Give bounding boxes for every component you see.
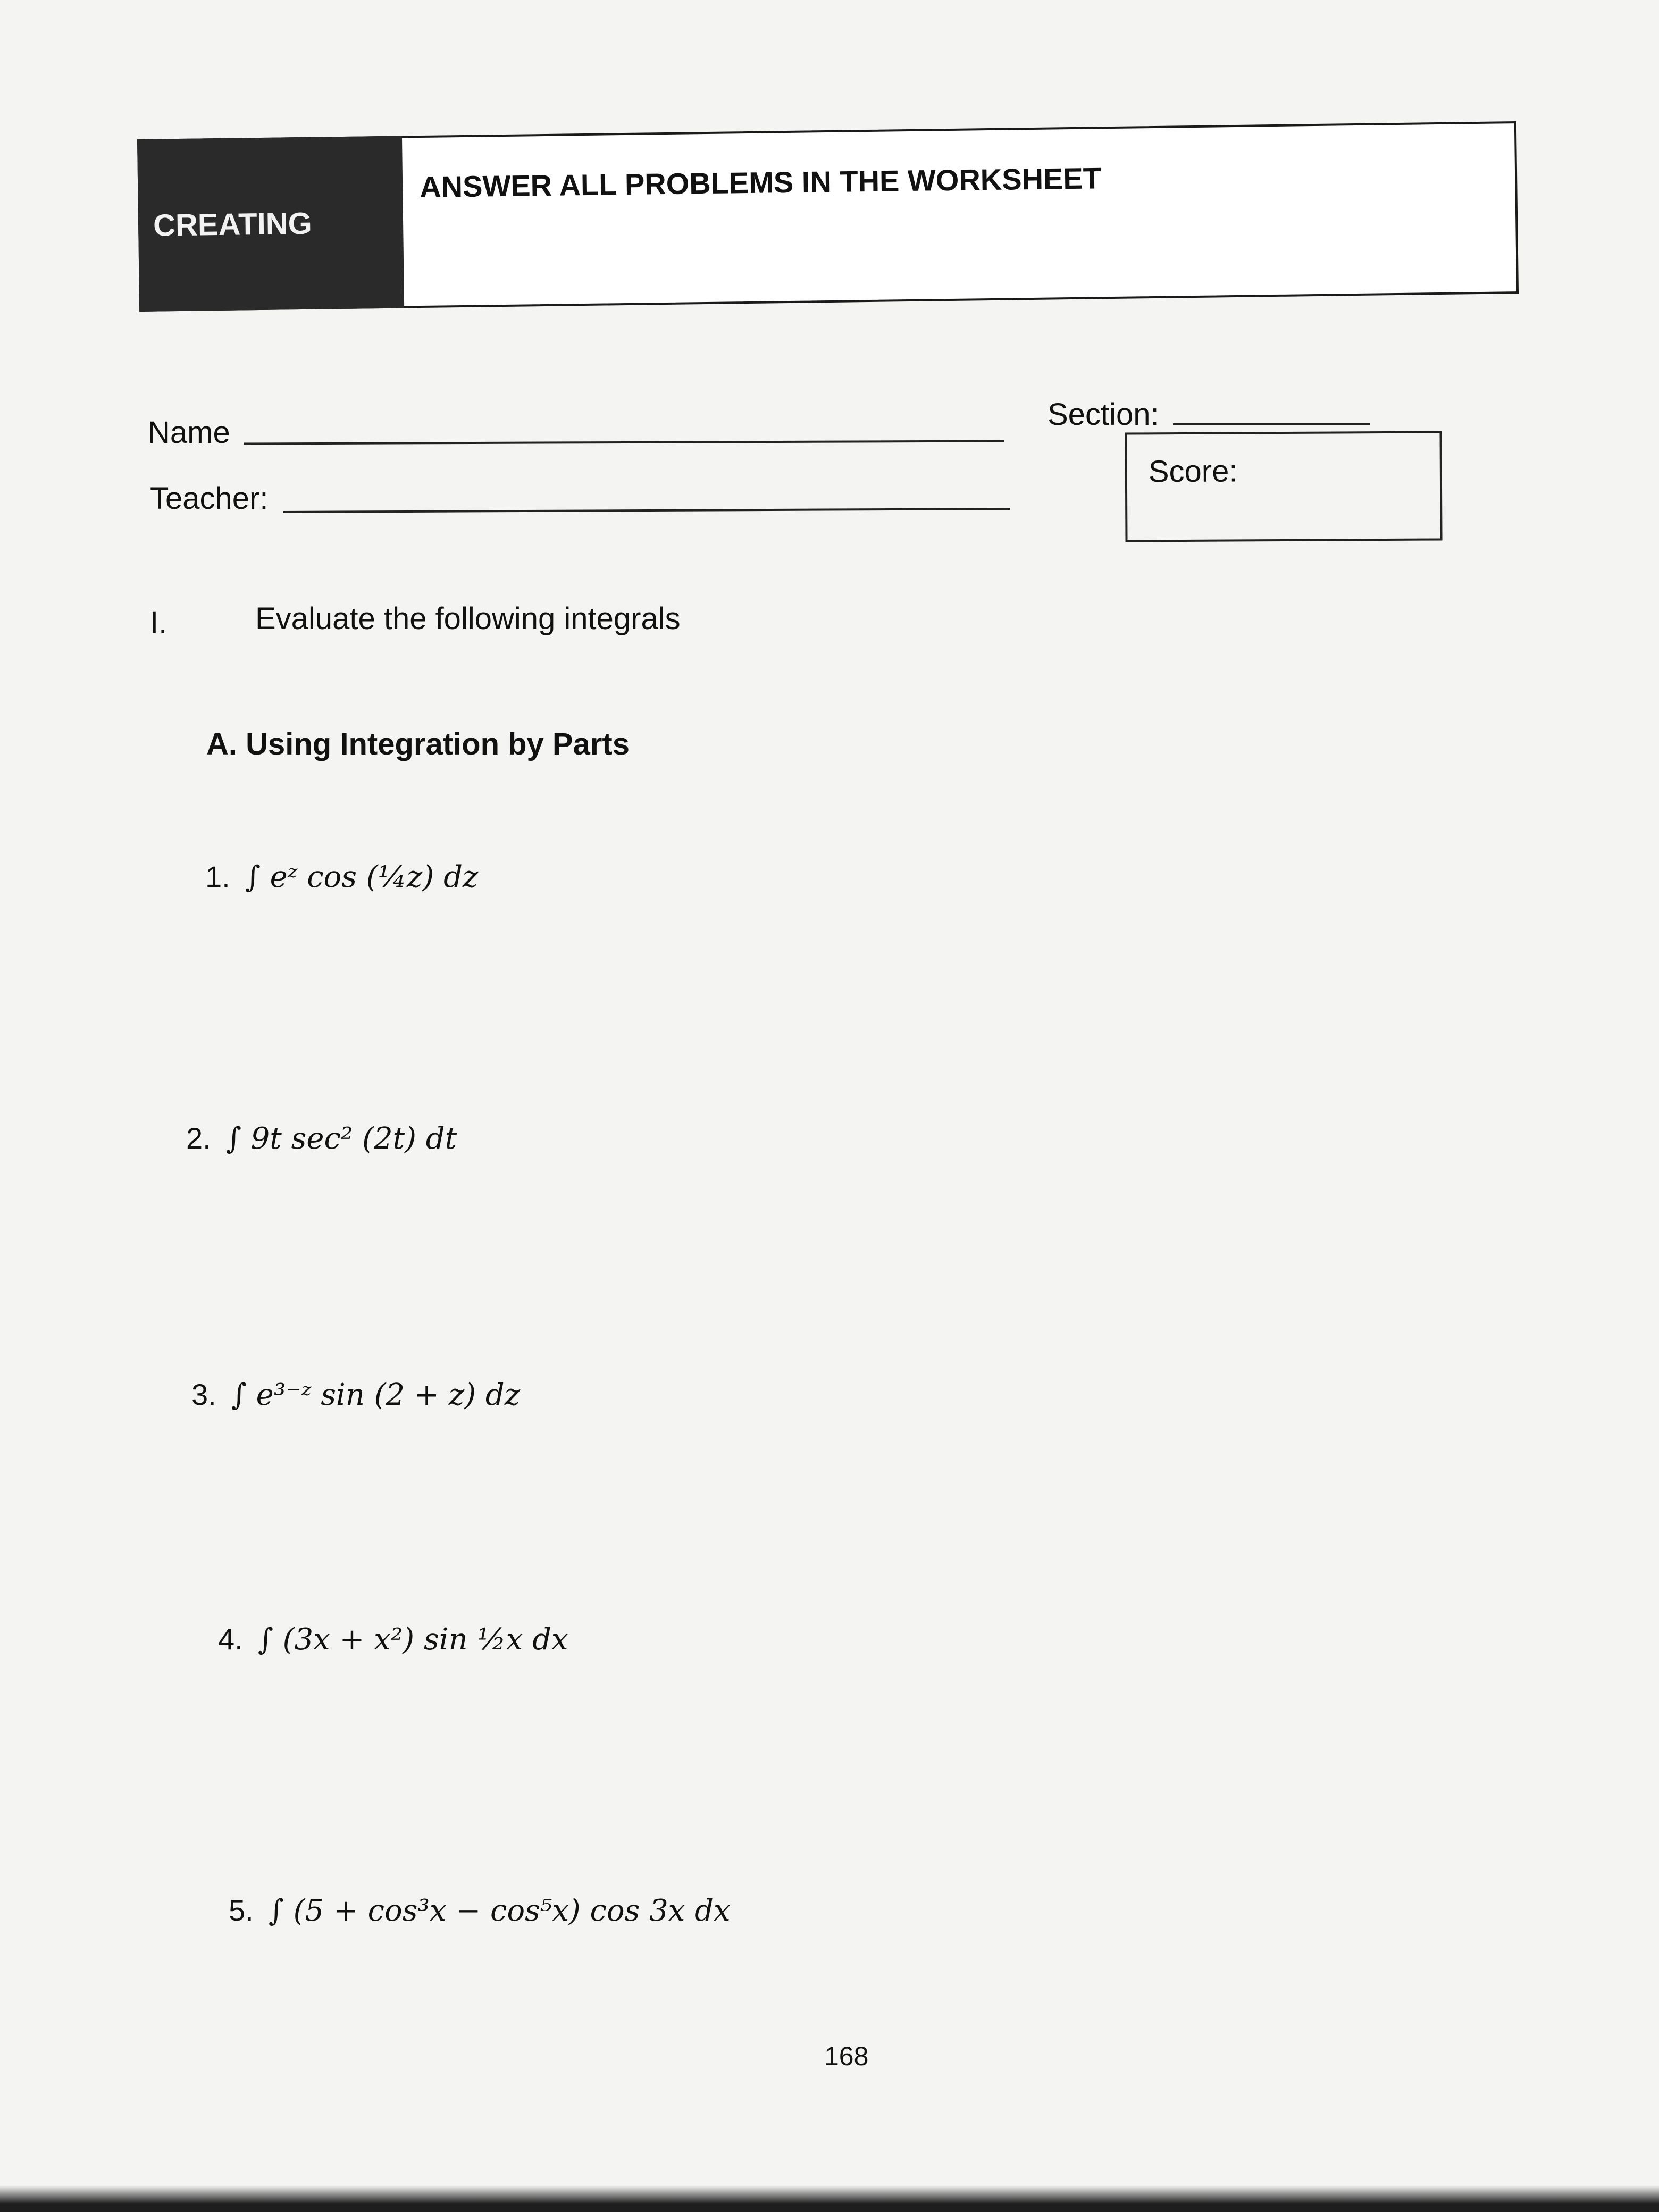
section-field[interactable] [1173, 423, 1370, 425]
problem-item [186, 1121, 457, 1156]
scan-edge-shadow [0, 2185, 1659, 2212]
subheading: A. Using Integration by Parts [206, 727, 630, 761]
page-number: 168 [824, 2041, 869, 2071]
problem-number: 5. [229, 1893, 254, 1927]
problem-number: 3. [191, 1378, 216, 1411]
section-label: Section: [1048, 397, 1159, 432]
score-label: Score: [1148, 454, 1238, 489]
problem-expression: ∫ e³⁻ᶻ sin (2 + z) dz [231, 1378, 521, 1412]
instruction-text: Evaluate the following integrals [255, 601, 681, 636]
header-banner [137, 121, 1519, 312]
name-field[interactable] [244, 440, 1004, 445]
problem-item [218, 1622, 568, 1657]
teacher-field[interactable] [283, 508, 1010, 513]
problem-item [205, 859, 478, 894]
problem-number: 4. [218, 1622, 243, 1656]
problem-item [229, 1893, 731, 1928]
section-numeral: I. [150, 606, 167, 640]
problem-item [191, 1377, 520, 1412]
teacher-label: Teacher: [150, 481, 269, 516]
problem-expression: ∫ (5 + cos³x − cos⁵x) cos 3x dx [268, 1893, 731, 1928]
score-box [1125, 431, 1442, 542]
problem-expression: ∫ 9t sec² (2t) dt [225, 1121, 457, 1156]
header-tag: CREATING [137, 136, 404, 311]
problem-expression: ∫ (3x + x²) sin ½x dx [257, 1622, 568, 1657]
problem-expression: ∫ eᶻ cos (¼z) dz [245, 860, 479, 894]
header-title: ANSWER ALL PROBLEMS IN THE WORKSHEET [419, 161, 1102, 204]
problem-number: 1. [205, 860, 230, 893]
name-label: Name [148, 415, 230, 450]
problem-number: 2. [186, 1121, 211, 1155]
